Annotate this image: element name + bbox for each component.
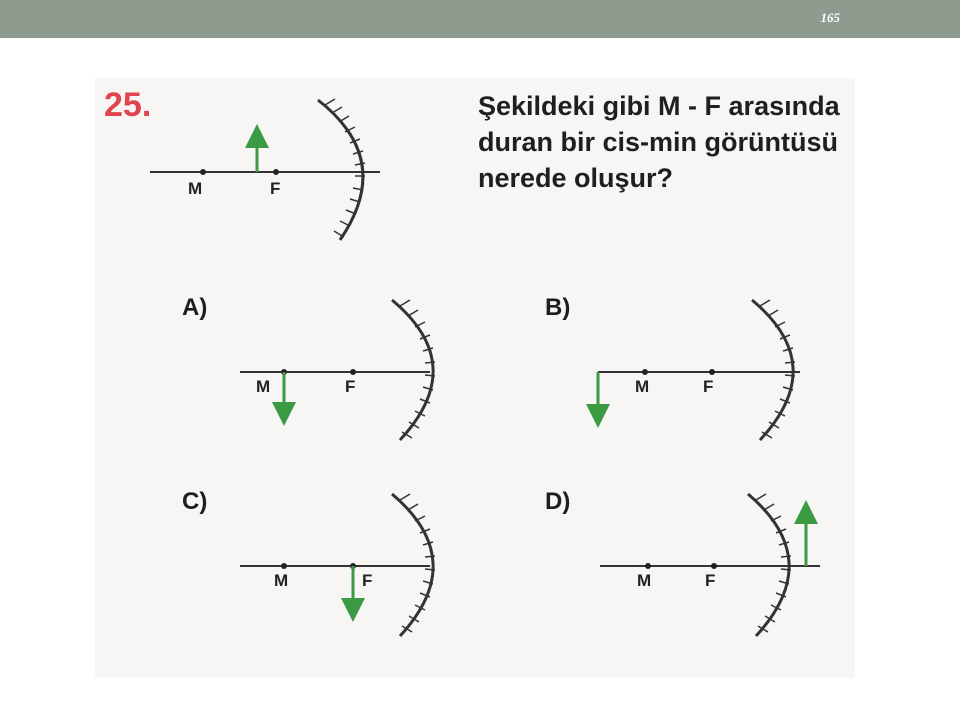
point-m <box>200 169 206 175</box>
option-d-label: D) <box>545 488 571 515</box>
point-f <box>711 563 717 569</box>
point-m <box>281 563 287 569</box>
option-b-label: B) <box>545 294 571 321</box>
label-m: M <box>637 571 652 590</box>
label-f: F <box>703 377 714 396</box>
option-a-diagram <box>240 300 435 440</box>
question-diagram <box>150 99 380 240</box>
label-f: F <box>270 179 281 198</box>
concave-mirror <box>392 300 433 440</box>
option-d-diagram <box>600 494 820 636</box>
option-c-label: C) <box>182 488 208 515</box>
question-text: Şekildeki gibi M - F arasında duran bir cis-min görüntüsü nerede oluşur? <box>478 91 840 193</box>
page-number: 165 <box>820 10 840 25</box>
point-m <box>645 563 651 569</box>
label-f: F <box>345 377 356 396</box>
point-f <box>273 169 279 175</box>
label-m: M <box>188 179 203 198</box>
label-m: M <box>635 377 650 396</box>
mirror-hatching <box>325 99 365 237</box>
option-a-label: A) <box>182 294 208 321</box>
option-c-diagram <box>240 494 435 636</box>
point-m <box>642 369 648 375</box>
label-f: F <box>362 571 373 590</box>
concave-mirror <box>752 300 793 440</box>
question-number: 25. <box>104 86 152 124</box>
option-b-diagram <box>598 300 800 440</box>
point-f <box>350 369 356 375</box>
label-m: M <box>256 377 271 396</box>
label-f: F <box>705 571 716 590</box>
label-m: M <box>274 571 289 590</box>
point-f <box>709 369 715 375</box>
